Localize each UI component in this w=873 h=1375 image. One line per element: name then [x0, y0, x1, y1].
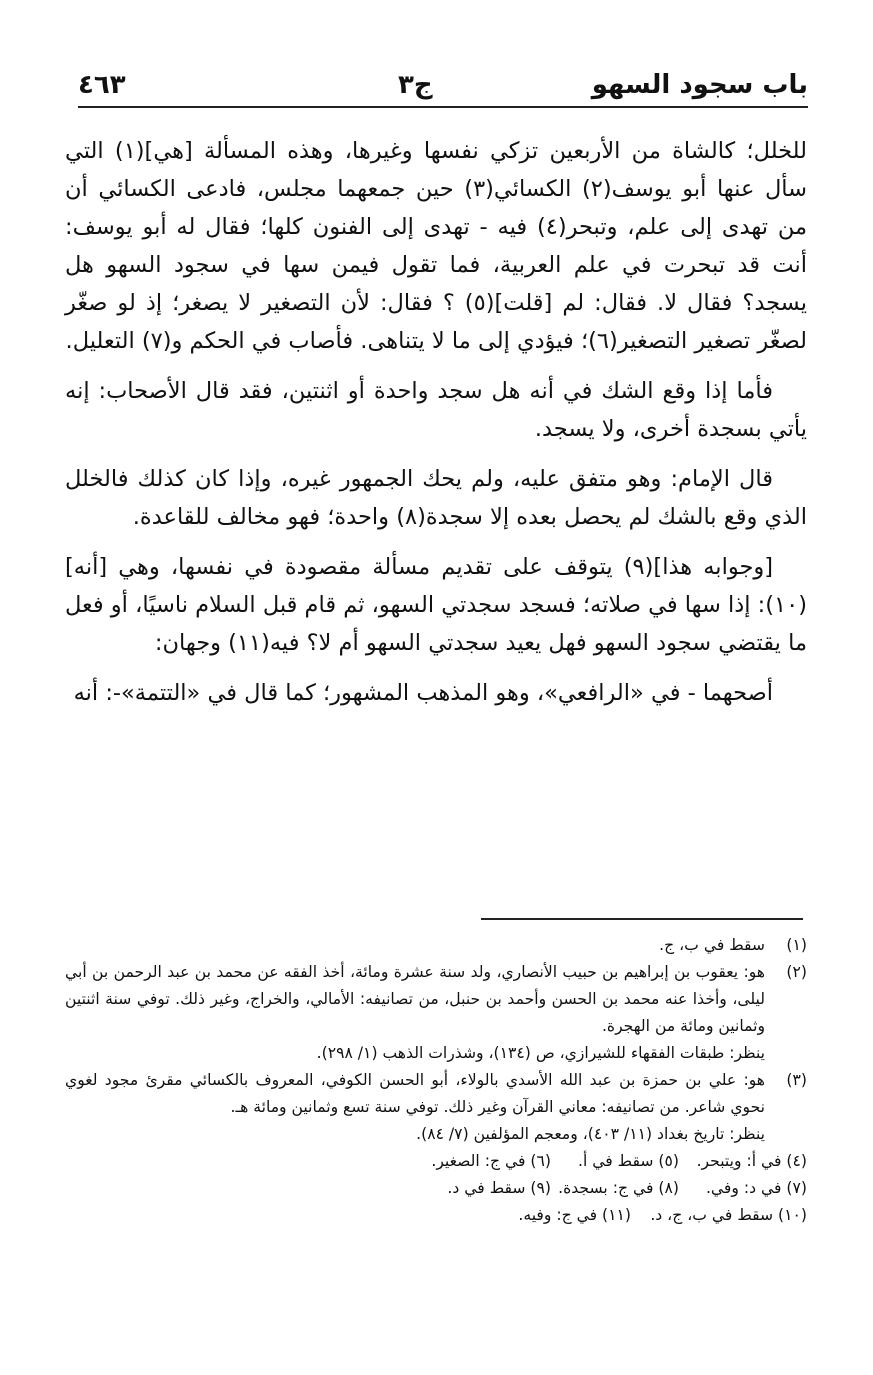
short-footnote: [503, 1202, 631, 1229]
footnote: [65, 932, 807, 959]
footnote-separator: [481, 918, 803, 920]
chapter-title: باب سجود السهو: [591, 70, 808, 100]
paragraph: فأما إذا وقع الشك في أنه هل سجد واحدة أو اثنتين، فقد قال الأصحاب: إنه يأتي بسجدة أخرى، ولا يسجد.: [65, 378, 807, 442]
volume-label: ج٣: [398, 70, 433, 100]
short-footnote: [679, 1175, 807, 1202]
footnote-number: (١٠): [778, 1206, 807, 1224]
footnote-text: في د: وفي.: [705, 1179, 782, 1197]
short-footnote: [631, 1202, 807, 1229]
short-footnote: [551, 1148, 679, 1175]
footnotes: [65, 932, 807, 1229]
footnote-number: (٩): [530, 1179, 551, 1197]
footnote-text: سقط في د.: [447, 1179, 526, 1197]
footnote-number: (٨): [658, 1179, 679, 1197]
running-header: [78, 62, 808, 108]
short-footnotes-row: [65, 1148, 807, 1175]
short-footnote: [423, 1148, 551, 1175]
footnote-text: في أ: ويتبحر.: [696, 1152, 782, 1170]
short-footnotes-row: [65, 1175, 807, 1202]
paragraph: [وجوابه هذا](٩) يتوقف على تقديم مسألة مقصودة في نفسها، وهي [أنه](١٠): إذا سها في صلاته؛ فسجد سجدتي السهو، ثم قام قبل السلام ناسيًا، أو فعل ما يقتضي سجود السهو فهل يعيد سجدتي السهو أم لا؟ فيه(١١) وجهان:: [65, 554, 807, 656]
main-text: [65, 132, 807, 724]
footnote: [65, 959, 807, 1067]
short-footnote: [551, 1175, 679, 1202]
footnote-text: سقط في ب، ج، د.: [650, 1206, 774, 1224]
footnote-number: (٧): [786, 1179, 807, 1197]
footnote-number: (٢): [786, 963, 807, 981]
paragraph: قال الإمام: وهو متفق عليه، ولم يحك الجمهور غيره، وإذا كان كذلك فالخلل الذي وقع بالشك لم يحصل بعده إلا سجدة(٨) واحدة؛ فهو مخالف للقاعدة.: [65, 466, 807, 530]
footnote-text: في ج: بسجدة.: [558, 1179, 654, 1197]
short-footnote: [423, 1175, 551, 1202]
paragraph: أصحهما - في «الرافعي»، وهو المذهب المشهور؛ كما قال في «التتمة»-: أنه: [73, 680, 773, 706]
footnote-body: [65, 959, 765, 1067]
short-footnote: [679, 1148, 807, 1175]
footnote-reference: ينظر: تاريخ بغداد (١١/ ٤٠٣)، ومعجم المؤلفين (٧/ ٨٤).: [416, 1125, 765, 1143]
footnote: [65, 1067, 807, 1148]
footnote-reference: ينظر: طبقات الفقهاء للشيرازي، ص (١٣٤)، وشذرات الذهب (١/ ٢٩٨).: [316, 1044, 765, 1062]
footnote-text: في ج: وفيه.: [518, 1206, 598, 1224]
footnote-number: (١): [786, 936, 807, 954]
footnote-number: (٤): [786, 1152, 807, 1170]
page-number: ٤٦٣: [78, 70, 126, 100]
short-footnotes-row: [65, 1202, 807, 1229]
footnote-number: (١١): [602, 1206, 631, 1224]
footnote-number: (٦): [530, 1152, 551, 1170]
footnote-text: في ج: الصغير.: [431, 1152, 526, 1170]
footnote-text: سقط في ب، ج.: [659, 936, 765, 954]
footnote-number: (٥): [658, 1152, 679, 1170]
footnote-number: (٣): [786, 1071, 807, 1089]
footnote-text: هو: يعقوب بن إبراهيم بن حبيب الأنصاري، ولد سنة عشرة ومائة، أخذ الفقه عن محمد بن عبد الرحمن بن أبي ليلى، وأخذا عنه محمد بن الحسن وأحمد بن حنبل، من تصانيفه: الأمالي، والخراج، وغير ذلك. توفي سنة اثنتين وثمانين ومائة من الهجرة.: [65, 963, 765, 1035]
footnote-text: هو: علي بن حمزة بن عبد الله الأسدي بالولاء، أبو الحسن الكوفي، المعروف بالكسائي مقرئ مجود لغوي نحوي شاعر. من تصانيفه: معاني القرآن وغير ذلك. توفي سنة تسع وثمانين ومائة هـ.: [65, 1071, 765, 1116]
paragraph: للخلل؛ كالشاة من الأربعين تزكي نفسها وغيرها، وهذه المسألة [هي](١) التي سأل عنها أبو يوسف(٢) الكسائي(٣) حين جمعهما مجلس، فادعى الكسائي أن من تهدى إلى علم، وتبحر(٤) فيه - تهدى إلى الفنون كلها؛ فقال له أبو يوسف: أنت قد تبحرت في علم العربية، فما تقول فيمن سها في سجود السهو هل يسجد؟ فقال لا. فقال: لم [قلت](٥) ؟ فقال: لأن التصغير لا يصغر؛ إذ لو صغّر لصغّر تصغير التصغير(٦)؛ فيؤدي إلى ما لا يتناهى. فأصاب في الحكم و(٧) التعليل.: [65, 138, 808, 354]
footnote-body: [65, 1067, 765, 1148]
footnote-text: سقط في أ.: [578, 1152, 654, 1170]
